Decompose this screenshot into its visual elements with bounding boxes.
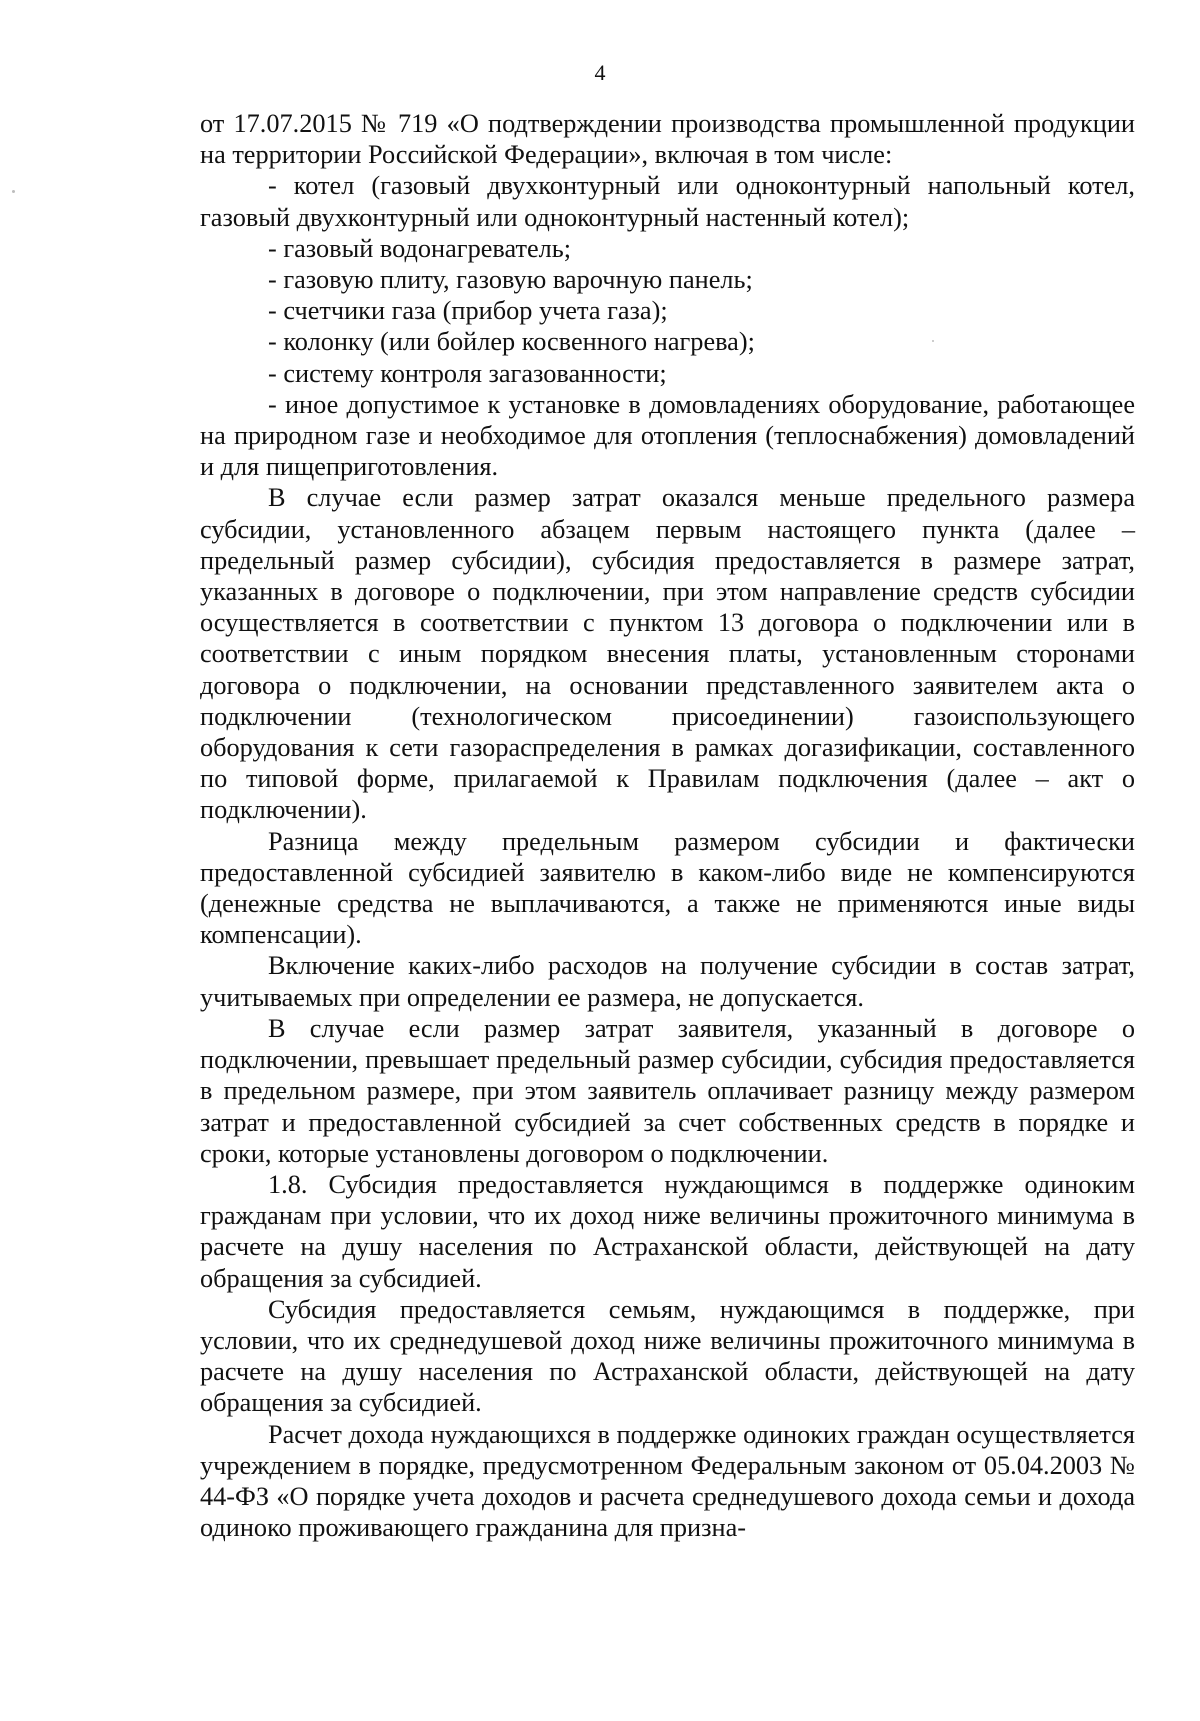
list-item-water-heater: - газовый водонагреватель; xyxy=(268,233,572,263)
paragraph-no-compensation: Разница между предельным размером субсидии и фактически предоставленной субсидией заявителю в каком-либо виде не компенсируются (денежные средства не выплачиваются, а также не применяются иные виды компенсации). xyxy=(200,826,1135,950)
list-item-gas-control: - систему контроля загазованности; xyxy=(268,358,667,388)
paragraph-families: Субсидия предоставляется семьям, нуждающимся в поддержке, при условии, что их среднедушевой доход ниже величины прожиточного минимума в расчете на душу населения по Астраханской области, действующей на дату обращения за субсидией. xyxy=(200,1294,1135,1418)
document-body xyxy=(200,108,1135,1543)
paragraph-expenses-excluded: Включение каких-либо расходов на получение субсидии в состав затрат, учитываемых при определении ее размера, не допускается. xyxy=(200,951,1135,1012)
paragraph-costs-below-limit: В случае если размер затрат оказался меньше предельного размера субсидии, установленного абзацем первым настоящего пункта (далее – предельный размер субсидии), субсидия предоставляется в размере затрат, указанных в договоре о подключении, при этом направление средств субсидии осуществляется в соответствии с пунктом 13 договора о подключении или в соответствии с иным порядком внесения платы, установленным сторонами договора о подключении, на основании представленного заявителем акта о подключении (технологическом присоединении) газоиспользующего оборудования к сети газораспределения в рамках догазификации, составленного по типовой форме, прилагаемой к Правилам подключения (далее – акт о подключении). xyxy=(200,483,1135,825)
list-item-column: - колонку (или бойлер косвенного нагрева); xyxy=(268,327,755,357)
list-item-gas-meter: - счетчики газа (прибор учета газа); xyxy=(268,296,668,326)
scan-speck xyxy=(12,190,15,193)
paragraph-costs-above-limit: В случае если размер затрат заявителя, указанный в договоре о подключении, превышает предельный размер субсидии, субсидия предоставляется в предельном размере, при этом заявитель оплачивает разницу между размером затрат и предоставленной субсидией за счет собственных средств в порядке и сроки, которые установлены договором о подключении. xyxy=(200,1013,1135,1168)
page-number: 4 xyxy=(594,60,606,85)
paragraph-section-1-8: 1.8. Субсидия предоставляется нуждающимся в поддержке одиноким гражданам при условии, что их доход ниже величины прожиточного минимума в расчете на душу населения по Астраханской области, действующей на дату обращения за субсидией. xyxy=(200,1169,1135,1293)
paragraph-income-calculation: Расчет дохода нуждающихся в поддержке одиноких граждан осуществляется учреждением в порядке, предусмотренном Федеральным законом от 05.04.2003 № 44-ФЗ «О порядке учета доходов и расчета среднедушевого дохода семьи и дохода одиноко проживающего гражданина для призна- xyxy=(200,1419,1135,1543)
scan-speck xyxy=(932,340,934,342)
list-item-gas-stove: - газовую плиту, газовую варочную панель; xyxy=(268,265,753,295)
list-item-boiler: - котел (газовый двухконтурный или одноконтурный напольный котел, газовый двухконтурный или одноконтурный настенный котел); xyxy=(200,171,1135,232)
list-item-other-equipment: - иное допустимое к установке в домовладениях оборудование, работающее на природном газе и необходимое для отопления (теплоснабжения) домовладений и для пищеприготовления. xyxy=(200,389,1135,482)
paragraph-intro: от 17.07.2015 № 719 «О подтверждении производства промышленной продукции на территории Российской Федерации», включая в том числе: xyxy=(200,109,1135,170)
